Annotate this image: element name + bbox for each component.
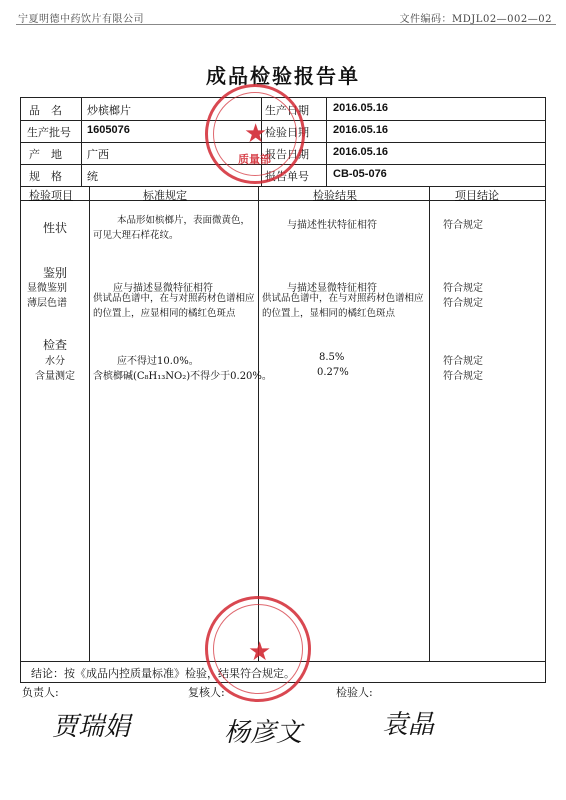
col-divider: [89, 186, 90, 661]
report-date-label: 报告日期: [265, 148, 309, 161]
spec-value: 统: [87, 170, 98, 183]
reviewer-label: 复核人:: [188, 686, 225, 699]
spec-label: 规 格: [29, 170, 62, 183]
tlc-standard: 供试品色谱中，在与对照药材色谱相应的位置上，应显相同的橘红色斑点: [93, 293, 255, 319]
assay-result: 0.27%: [317, 367, 349, 378]
trait-label: 性状: [43, 221, 68, 235]
company-header: 宁夏明德中药饮片有限公司: [18, 14, 144, 25]
report-no-value: CB-05-076: [333, 168, 387, 180]
col-divider: [326, 98, 327, 186]
report-no-label: 报告单号: [265, 170, 309, 183]
col-divider: [81, 98, 82, 186]
col-divider: [429, 186, 430, 661]
quality-stamp-bottom: [205, 596, 311, 702]
inspector-label: 检验人:: [336, 686, 373, 699]
star-icon: ★: [248, 637, 272, 667]
prod-date-value: 2016.05.16: [333, 102, 389, 114]
water-label: 水分: [45, 356, 65, 367]
stamp-bottom-text: 质量部: [238, 153, 271, 166]
col-divider: [258, 186, 259, 661]
header-divider: [16, 24, 556, 25]
trait-result: 与描述性状特征相符: [287, 220, 377, 231]
report-table: [20, 97, 546, 683]
responsible-label: 负责人:: [22, 686, 59, 699]
col-header-result: 检验结果: [313, 189, 357, 202]
trait-standard: 本品形如槟榔片，表面微黄色，可见大理石样花纹。: [93, 215, 251, 241]
micro-conclusion: 符合规定: [443, 283, 483, 294]
prod-date-label: 生产日期: [265, 104, 309, 117]
name-label: 品 名: [29, 104, 62, 117]
tlc-result: 供试品色谱中，在与对照药材色谱相应的位置上，显相同的橘红色斑点: [262, 293, 424, 319]
name-value: 炒槟榔片: [87, 104, 131, 117]
star-icon: ★: [244, 119, 268, 149]
test-date-value: 2016.05.16: [333, 124, 389, 136]
col-header-item: 检验项目: [29, 189, 73, 202]
trait-conclusion: 符合规定: [443, 220, 483, 231]
page-title: 成品检验报告单: [206, 64, 360, 88]
micro-standard: 应与描述显微特征相符: [113, 283, 213, 294]
origin-value: 广西: [87, 148, 109, 161]
micro-label: 显微鉴别: [27, 283, 67, 294]
assay-label: 含量测定: [35, 371, 75, 382]
assay-standard: 含槟榔碱(C₈H₁₃NO₂)不得少于0.20%。: [93, 371, 272, 382]
check-label: 检查: [43, 338, 68, 352]
origin-label: 产 地: [29, 148, 62, 161]
tlc-label: 薄层色谱: [27, 298, 67, 309]
water-standard: 应不得过10.0%。: [117, 356, 199, 367]
water-result: 8.5%: [319, 352, 345, 363]
water-conclusion: 符合规定: [443, 356, 483, 367]
reviewer-signature: 杨彦文: [224, 718, 303, 748]
test-date-label: 检验日期: [265, 126, 309, 139]
tlc-conclusion: 符合规定: [443, 298, 483, 309]
col-header-standard: 标准规定: [143, 189, 187, 202]
ident-label: 鉴别: [43, 266, 68, 280]
assay-conclusion: 符合规定: [443, 371, 483, 382]
batch-label: 生产批号: [27, 126, 71, 139]
responsible-signature: 贾瑞娟: [52, 712, 131, 742]
report-date-value: 2016.05.16: [333, 146, 389, 158]
report-conclusion: 结论：按《成品内控质量标准》检验，结果符合规定。: [31, 667, 295, 680]
micro-result: 与描述显微特征相符: [287, 283, 377, 294]
document-code: 文件编码：MDJL02—002—02: [399, 14, 552, 25]
batch-value: 1605076: [87, 124, 130, 136]
inspector-signature: 袁晶: [382, 710, 435, 740]
col-header-conclusion: 项目结论: [455, 189, 499, 202]
quality-stamp-top: [205, 84, 305, 184]
